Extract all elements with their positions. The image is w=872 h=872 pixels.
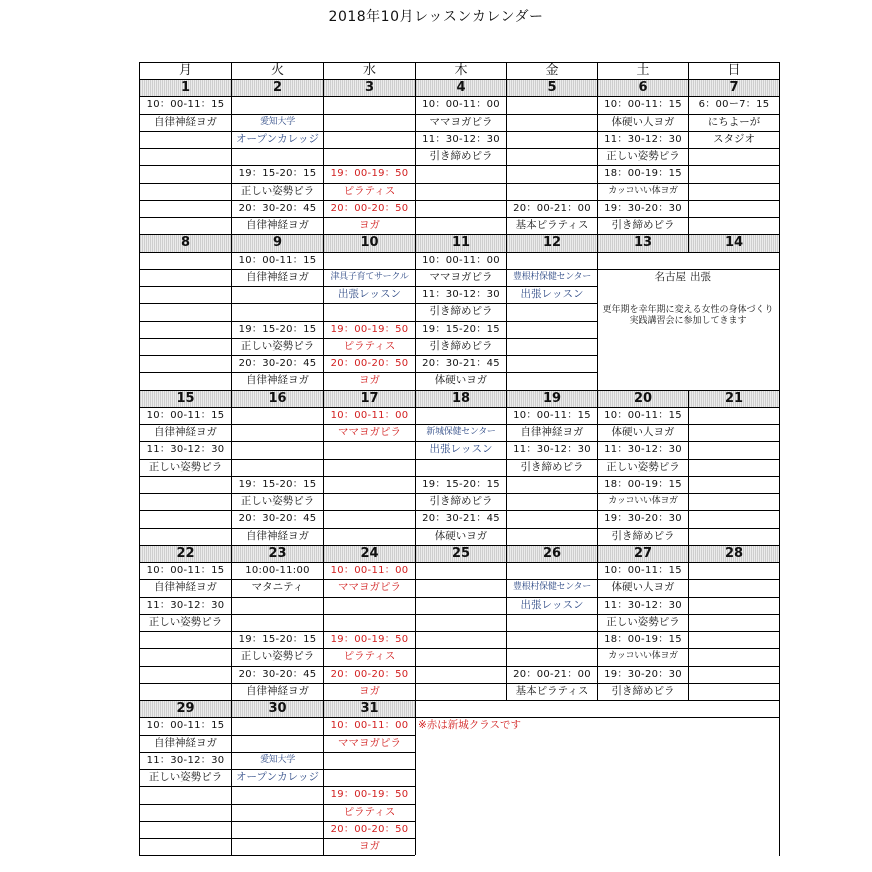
lesson-entry: 20：30-20：45 bbox=[238, 202, 317, 214]
lesson-entry: ヨガ bbox=[359, 840, 380, 852]
weekday-header: 土 bbox=[636, 63, 650, 78]
lesson-entry: 出張レッスン bbox=[429, 443, 493, 456]
lesson-entry: 体硬い人ヨガ bbox=[611, 581, 675, 594]
lesson-entry: 出張レッスン bbox=[338, 288, 401, 300]
lesson-entry: 自律神経ヨガ bbox=[154, 115, 217, 128]
lesson-entry: ママヨガピラ bbox=[429, 270, 493, 283]
date-cell: 24 bbox=[324, 545, 415, 562]
lesson-entry: 20：30-20：45 bbox=[238, 513, 317, 525]
lesson-entry: ピラティス bbox=[343, 805, 396, 818]
lesson-entry: オープンカレッジ bbox=[236, 771, 319, 783]
grid-line bbox=[139, 855, 415, 856]
lesson-entry: 引き締めピラ bbox=[429, 495, 493, 507]
grid-line bbox=[139, 821, 415, 822]
weekday-header: 日 bbox=[727, 63, 741, 78]
date-cell: 27 bbox=[598, 545, 688, 562]
grid-line bbox=[139, 804, 415, 805]
date-cell: 3 bbox=[324, 79, 415, 96]
date-cell: 8 bbox=[140, 234, 231, 251]
grid-line bbox=[139, 79, 779, 80]
lesson-entry: 体硬いヨガ bbox=[434, 529, 488, 542]
weekday-header: 金 bbox=[545, 63, 559, 78]
weekday-header: 木 bbox=[454, 63, 468, 78]
lesson-entry: 19：30-20：30 bbox=[604, 513, 682, 525]
lesson-entry: 引き締めピラ bbox=[429, 305, 493, 318]
color-remark: ※赤は新城クラスです bbox=[418, 719, 521, 732]
grid-line bbox=[139, 666, 779, 667]
lesson-entry: 10：00-11：15 bbox=[513, 409, 591, 421]
grid-line bbox=[139, 700, 779, 701]
grid-line bbox=[139, 114, 779, 115]
grid-line bbox=[139, 441, 779, 442]
lesson-entry: 正しい姿勢ピラ bbox=[240, 339, 315, 352]
lesson-entry: 正しい姿勢ピラ bbox=[606, 460, 680, 473]
lesson-entry: 10：00-11：00 bbox=[330, 720, 409, 732]
grid-line bbox=[139, 165, 779, 166]
lesson-entry: 10：00-11：00 bbox=[330, 565, 409, 576]
date-cell: 1 bbox=[140, 79, 231, 96]
date-cell: 23 bbox=[232, 545, 323, 562]
grid-line bbox=[139, 131, 779, 132]
lesson-entry: 10:00-11:00 bbox=[245, 565, 310, 576]
lesson-entry: 19：00-19：50 bbox=[330, 168, 409, 180]
grid-line bbox=[139, 321, 597, 322]
date-cell: 22 bbox=[140, 545, 231, 562]
grid-line bbox=[139, 372, 597, 373]
lesson-entry: 10：00-11：15 bbox=[146, 99, 225, 111]
lesson-entry: 10：00-11：15 bbox=[146, 720, 225, 732]
grid-line bbox=[139, 476, 779, 477]
lesson-entry: 19：15-20：15 bbox=[238, 634, 317, 645]
lesson-entry: 自律神経ヨガ bbox=[246, 684, 309, 697]
lesson-entry: 豊根村保健センター bbox=[513, 582, 591, 593]
grid-line bbox=[139, 631, 779, 632]
lesson-entry: ママヨガピラ bbox=[429, 115, 493, 128]
lesson-entry: 引き締めピラ bbox=[611, 219, 675, 231]
lesson-entry: 体硬いヨガ bbox=[434, 374, 488, 387]
grid-line bbox=[139, 148, 779, 149]
lesson-entry: 18：00-19：15 bbox=[604, 634, 682, 645]
lesson-entry: 18：00-19：15 bbox=[604, 168, 682, 180]
grid-line bbox=[139, 597, 779, 598]
lesson-entry: マタニティ bbox=[251, 581, 304, 594]
lesson-entry: ヨガ bbox=[359, 219, 380, 231]
lesson-entry: 出張レッスン bbox=[520, 598, 584, 611]
lesson-entry: 自律神経ヨガ bbox=[154, 736, 217, 749]
grid-line bbox=[597, 269, 779, 270]
weekday-header: 月 bbox=[178, 63, 192, 78]
lesson-entry: ママヨガピラ bbox=[338, 426, 401, 438]
workshop-note: 更年期を幸年期に変える女性の身体づくり実践講習会に参加してきます bbox=[602, 305, 774, 327]
date-cell: 11 bbox=[416, 234, 506, 251]
lesson-entry: ピラティス bbox=[343, 184, 396, 197]
lesson-entry: 正しい姿勢ピラ bbox=[148, 771, 223, 783]
lesson-entry: 6：00ー7：15 bbox=[698, 99, 770, 111]
date-cell: 6 bbox=[598, 79, 688, 96]
date-cell: 26 bbox=[507, 545, 597, 562]
lesson-entry: 19：00-19：50 bbox=[330, 323, 409, 335]
lesson-entry: 20：30-21：45 bbox=[422, 513, 500, 525]
lesson-entry: 愛知大学 bbox=[260, 754, 295, 765]
grid-line bbox=[139, 424, 779, 425]
grid-line bbox=[688, 62, 689, 252]
date-cell: 5 bbox=[507, 79, 597, 96]
lesson-entry: カッコいい体ヨガ bbox=[608, 185, 678, 196]
weekday-header: 火 bbox=[270, 63, 284, 78]
lesson-entry: 引き締めピラ bbox=[429, 150, 493, 162]
lesson-entry: 19：30-20：30 bbox=[604, 668, 682, 680]
grid-line bbox=[139, 217, 779, 218]
lesson-entry: 10：00-11：00 bbox=[422, 99, 500, 111]
date-cell: 19 bbox=[507, 390, 597, 407]
lesson-entry: スタジオ bbox=[713, 132, 755, 145]
lesson-entry: 自律神経ヨガ bbox=[520, 426, 584, 438]
lesson-entry: 19：15-20：15 bbox=[238, 323, 317, 335]
nagoya-label: 名古屋 bbox=[654, 270, 686, 283]
grid-line bbox=[139, 252, 779, 253]
date-cell: 10 bbox=[324, 234, 415, 251]
lesson-entry: 19：15-20：15 bbox=[238, 478, 317, 490]
lesson-entry: 19：15-20：15 bbox=[238, 168, 317, 180]
lesson-entry: 自律神経ヨガ bbox=[154, 581, 217, 594]
lesson-entry: 出張レッスン bbox=[520, 288, 584, 300]
lesson-entry: 20：00-20：50 bbox=[330, 668, 409, 680]
grid-line bbox=[139, 269, 597, 270]
lesson-entry: 体硬い人ヨガ bbox=[611, 426, 675, 438]
lesson-entry: 20：30-21：45 bbox=[422, 358, 500, 369]
lesson-entry: 20：00-21：00 bbox=[513, 202, 591, 214]
lesson-entry: 基本ピラティス bbox=[515, 684, 589, 697]
grid-line bbox=[139, 200, 779, 201]
lesson-entry: ピラティス bbox=[343, 650, 396, 663]
date-cell: 21 bbox=[689, 390, 779, 407]
grid-line bbox=[139, 545, 779, 546]
grid-line bbox=[139, 338, 597, 339]
lesson-entry: 11：30-12：30 bbox=[146, 754, 225, 766]
lesson-entry: 自律神経ヨガ bbox=[246, 374, 309, 387]
grid-line bbox=[139, 303, 597, 304]
lesson-entry: 10：00-11：15 bbox=[146, 409, 225, 421]
lesson-entry: 11：30-12：30 bbox=[604, 444, 682, 456]
grid-line bbox=[597, 62, 598, 700]
grid-line bbox=[139, 459, 779, 460]
lesson-calendar bbox=[139, 62, 779, 852]
lesson-entry: 自律神経ヨガ bbox=[154, 426, 217, 438]
lesson-entry: 20：00-20：50 bbox=[330, 358, 409, 369]
date-cell: 14 bbox=[689, 234, 779, 251]
lesson-entry: 11：30-12：30 bbox=[146, 599, 225, 611]
grid-line bbox=[139, 717, 415, 718]
lesson-entry: 11：30-12：30 bbox=[604, 133, 682, 145]
lesson-entry: ヨガ bbox=[359, 374, 380, 387]
lesson-entry: 11：30-12：30 bbox=[513, 444, 591, 456]
lesson-entry: 20：00-20：50 bbox=[330, 823, 409, 835]
lesson-entry: 正しい姿勢ピラ bbox=[606, 150, 680, 162]
grid-line bbox=[779, 62, 780, 856]
grid-line bbox=[139, 407, 779, 408]
lesson-entry: 豊根村保健センター bbox=[513, 271, 591, 282]
lesson-entry: 引き締めピラ bbox=[611, 529, 675, 542]
lesson-entry: 基本ピラティス bbox=[515, 219, 589, 231]
lesson-entry: 正しい姿勢ピラ bbox=[240, 495, 315, 507]
grid-line bbox=[139, 510, 779, 511]
lesson-entry: 11：30-12：30 bbox=[422, 133, 500, 145]
lesson-entry: 20：30-20：45 bbox=[238, 358, 317, 369]
date-cell: 12 bbox=[507, 234, 597, 251]
lesson-entry: 19：00-19：50 bbox=[330, 634, 409, 645]
grid-line bbox=[139, 390, 779, 391]
grid-line bbox=[139, 562, 779, 563]
lesson-entry: 正しい姿勢ピラ bbox=[606, 615, 680, 628]
date-cell: 30 bbox=[232, 700, 323, 717]
lesson-entry: カッコいい体ヨガ bbox=[608, 651, 678, 662]
grid-line bbox=[139, 579, 779, 580]
lesson-entry: ママヨガピラ bbox=[338, 736, 401, 749]
lesson-entry: 正しい姿勢ピラ bbox=[148, 460, 223, 473]
date-cell: 25 bbox=[416, 545, 506, 562]
date-cell: 15 bbox=[140, 390, 231, 407]
lesson-entry: 10：00-11：00 bbox=[330, 409, 409, 421]
business-trip-label: 出張 bbox=[690, 270, 711, 283]
lesson-entry: 愛知大学 bbox=[260, 116, 295, 127]
lesson-entry: 津具子育てサークル bbox=[330, 271, 409, 282]
grid-line bbox=[415, 717, 779, 718]
date-cell: 28 bbox=[689, 545, 779, 562]
page-title: 2018年10月レッスンカレンダー bbox=[328, 9, 544, 25]
lesson-entry: 新城保健センター bbox=[426, 427, 496, 437]
lesson-entry: 10：00-11：15 bbox=[604, 565, 682, 576]
lesson-entry: 引き締めピラ bbox=[429, 339, 493, 352]
lesson-entry: 19：15-20：15 bbox=[422, 323, 500, 335]
weekday-header: 水 bbox=[362, 63, 376, 78]
lesson-entry: 10：00-11：00 bbox=[422, 254, 500, 266]
lesson-entry: オープンカレッジ bbox=[236, 132, 319, 145]
grid-line bbox=[139, 648, 779, 649]
date-cell: 4 bbox=[416, 79, 506, 96]
date-cell: 9 bbox=[232, 234, 323, 251]
grid-line bbox=[139, 752, 415, 753]
lesson-entry: 11：30-12：30 bbox=[146, 444, 225, 456]
lesson-entry: ヨガ bbox=[359, 684, 380, 697]
grid-line bbox=[139, 614, 779, 615]
lesson-entry: 10：00-11：15 bbox=[238, 254, 317, 266]
lesson-entry: 19：00-19：50 bbox=[330, 789, 409, 801]
grid-line bbox=[139, 735, 415, 736]
lesson-entry: 19：30-20：30 bbox=[604, 202, 682, 214]
lesson-entry: 正しい姿勢ピラ bbox=[240, 650, 315, 663]
grid-line bbox=[139, 493, 779, 494]
grid-line bbox=[139, 838, 415, 839]
lesson-entry: 20：00-21：00 bbox=[513, 668, 591, 680]
lesson-entry: 20：00-20：50 bbox=[330, 202, 409, 214]
grid-line bbox=[139, 786, 415, 787]
date-cell: 29 bbox=[140, 700, 231, 717]
lesson-entry: カッコいい体ヨガ bbox=[608, 496, 678, 506]
lesson-entry: 自律神経ヨガ bbox=[246, 270, 309, 283]
lesson-entry: 10：00-11：15 bbox=[604, 409, 682, 421]
lesson-entry: 20：30-20：45 bbox=[238, 668, 317, 680]
lesson-entry: 体硬い人ヨガ bbox=[611, 115, 675, 128]
lesson-entry: 18：00-19：15 bbox=[604, 478, 682, 490]
date-cell: 2 bbox=[232, 79, 323, 96]
lesson-entry: 自律神経ヨガ bbox=[246, 529, 309, 542]
grid-line bbox=[139, 286, 597, 287]
date-cell: 18 bbox=[416, 390, 506, 407]
lesson-entry: 10：00-11：15 bbox=[604, 99, 682, 111]
date-cell: 31 bbox=[324, 700, 415, 717]
grid-line bbox=[139, 62, 779, 63]
lesson-entry: 19：15-20：15 bbox=[422, 478, 500, 490]
lesson-entry: 引き締めピラ bbox=[611, 684, 675, 697]
date-cell: 13 bbox=[598, 234, 688, 251]
date-cell: 17 bbox=[324, 390, 415, 407]
lesson-entry: 正しい姿勢ピラ bbox=[240, 184, 315, 197]
date-cell: 16 bbox=[232, 390, 323, 407]
lesson-entry: にちよーが bbox=[707, 115, 761, 128]
grid-line bbox=[139, 528, 779, 529]
grid-line bbox=[139, 683, 779, 684]
lesson-entry: 正しい姿勢ピラ bbox=[148, 615, 223, 628]
lesson-entry: 11：30-12：30 bbox=[604, 599, 682, 611]
date-cell: 20 bbox=[598, 390, 688, 407]
grid-line bbox=[139, 96, 779, 97]
lesson-entry: ピラティス bbox=[343, 339, 396, 352]
grid-line bbox=[139, 769, 415, 770]
date-cell: 7 bbox=[689, 79, 779, 96]
grid-line bbox=[139, 355, 597, 356]
grid-line bbox=[139, 183, 779, 184]
lesson-entry: 引き締めピラ bbox=[520, 460, 584, 473]
grid-line bbox=[139, 234, 779, 235]
lesson-entry: 10：00-11：15 bbox=[146, 565, 225, 576]
lesson-entry: ママヨガピラ bbox=[338, 581, 401, 594]
lesson-entry: 11：30-12：30 bbox=[422, 289, 500, 300]
lesson-entry: 自律神経ヨガ bbox=[246, 219, 309, 231]
grid-line bbox=[506, 62, 507, 700]
